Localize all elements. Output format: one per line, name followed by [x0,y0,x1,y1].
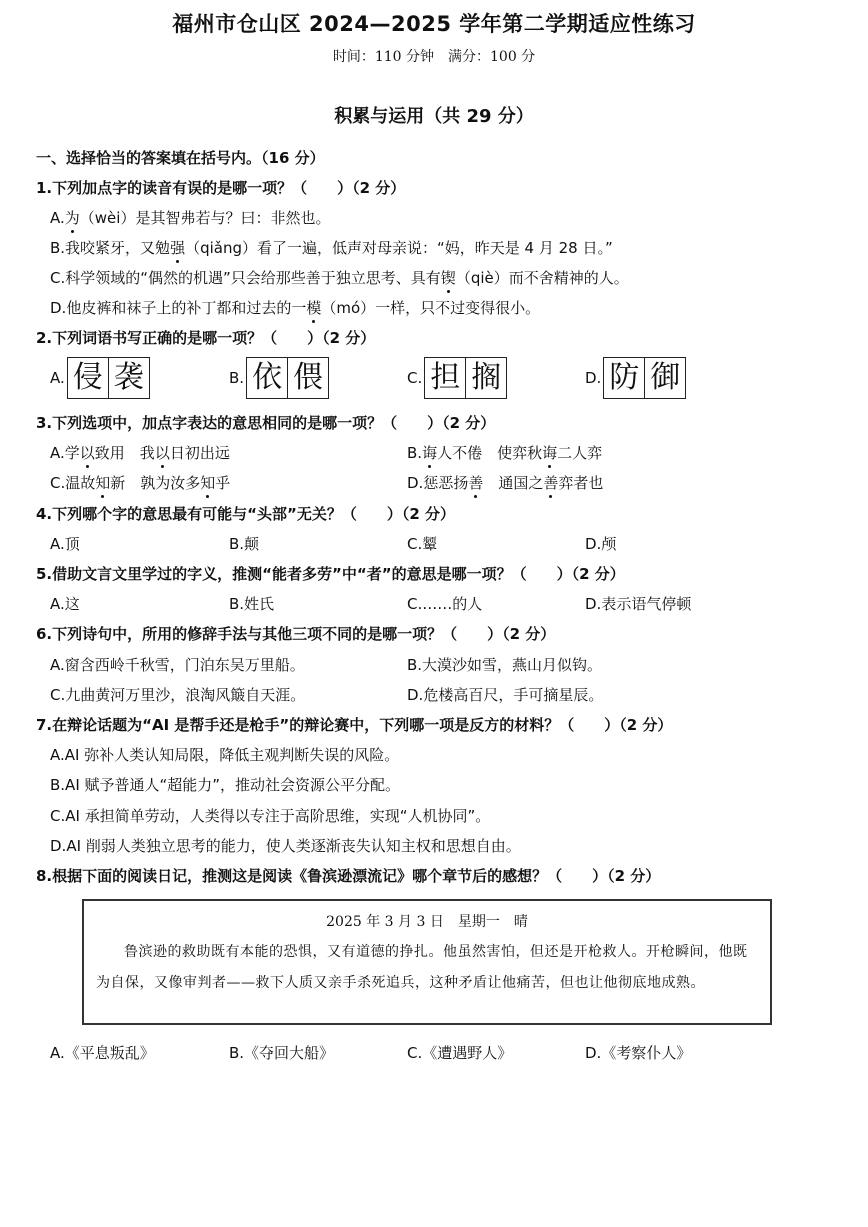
question-7-option-a: A.AI 弥补人类认知局限，降低主观判断失误的风险。 [50,746,400,764]
question-6-stem: 6.下列诗句中，所用的修辞手法与其他三项不同的是哪一项？（ ）（2 分） [36,625,556,643]
question-6-option-b: B.大漠沙如雪，燕山月似钩。 [407,656,603,674]
dotted-char: 善 [468,474,484,492]
question-4-option-a: A.顶 [50,535,80,553]
option-label: C. [407,369,423,387]
question-1-option-b [50,237,613,258]
question-1-option-d [50,297,540,318]
option-text: （qiè）而不舍精神的人。 [455,269,629,287]
option-label: A. [50,369,65,387]
box-char: 依 [252,360,283,395]
question-3-stem: 3.下列选项中，加点字表达的意思相同的是哪一项？（ ）（2 分） [36,414,496,432]
option-text: D.惩恶扬 [407,474,469,492]
question-8-option-b: B.《夺回大船》 [229,1044,335,1062]
dotted-char: 知 [95,474,111,492]
option-text: C.科学领域的“偶然的机遇”只会给那些善于独立思考、具有 [50,269,441,287]
option-text: D.他皮裤和袜子上的补丁都和过去的一 [50,299,307,317]
dotted-char: 知 [200,474,216,492]
option-text: （mó）一样，只不过变得很小。 [321,299,541,317]
box-char: 偎 [287,358,328,398]
option-text: B.我咬紧牙，又勉 [50,239,171,257]
question-2-stem: 2.下列词语书写正确的是哪一项？（ ）（2 分） [36,329,376,347]
question-7-option-b: B.AI 赋予普通人“超能力”，推动社会资源公平分配。 [50,776,401,794]
question-7-option-c: C.AI 承担简单劳动，人类得以专注于高阶思维，实现“人机协同”。 [50,807,491,825]
option-text: （wèi）是其智弗若与？曰：非然也。 [79,209,331,227]
dotted-char: 锲 [440,269,456,287]
option-text: B. [407,444,423,462]
question-7-stem: 7.在辩论话题为“AI 是帮手还是枪手”的辩论赛中，下列哪一项是反方的材料？（ ）（2 分） [36,716,673,734]
option-text: 弈者也 [558,474,604,492]
dotted-char: 强 [170,239,186,257]
question-1-stem: 1.下列加点字的读音有误的是哪一项？（ ）（2 分） [36,179,406,197]
question-8-option-c: C.《遭遇野人》 [407,1044,513,1062]
dotted-char: 以 [154,444,170,462]
option-text: 新 孰为汝多 [110,474,201,492]
dotted-char: 模 [306,299,322,317]
character-box [67,357,150,399]
question-5-stem: 5.借助文言文里学过的字义，推测“能者多劳”中“者”的意思是哪一项？（ ）（2 分） [36,565,625,583]
question-5-option-c: C.……的人 [407,595,483,613]
part-instruction: 一、选择恰当的答案填在括号内。（16 分） [36,149,325,167]
section-title: 积累与运用（共 29 分） [334,106,534,127]
option-label: D. [585,369,602,387]
option-text: 通国之 [483,474,544,492]
option-text: C.温故 [50,474,96,492]
question-8-option-a: A.《平息叛乱》 [50,1044,155,1062]
dotted-char: 以 [79,444,95,462]
question-4-option-b: B.颠 [229,535,260,553]
dotted-char: 诲 [542,444,558,462]
question-6-option-c: C.九曲黄河万里沙，浪淘风簸自天涯。 [50,686,306,704]
question-3-option-a [50,442,230,463]
question-3-option-b [407,442,602,463]
question-8-option-d: D.《考察仆人》 [585,1044,692,1062]
option-text: 二人弈 [557,444,603,462]
question-2-option-a [50,356,150,400]
question-6-option-a: A.窗含西岭千秋雪，门泊东吴万里船。 [50,656,305,674]
option-text: 日初出远 [169,444,230,462]
question-4-option-d: D.颅 [585,535,617,553]
diary-body: 鲁滨逊的救助既有本能的恐惧，又有道德的挣扎。他虽然害怕，但还是开枪救人。开枪瞬间，他既为自保，又像审判者——救下人质又亲手杀死追兵，这种矛盾让他痛苦，但也让他彻底地成熟。 [96,944,748,991]
option-label: B. [229,369,245,387]
exam-subtitle: 时间：110 分钟 满分：100 分 [332,49,536,65]
option-text: A. [50,209,65,227]
option-text: 乎 [215,474,231,492]
character-box [424,357,507,399]
question-5-option-b: B.姓氏 [229,595,275,613]
box-char: 御 [644,358,685,398]
question-1-option-a [50,207,330,228]
question-3-option-c [50,472,230,493]
option-text: （qiǎng）看了一遍，低声对母亲说：“妈，昨天是 4 月 28 日。” [185,239,613,257]
diary-date: 2025 年 3 月 3 日 星期一 晴 [326,914,528,930]
box-char: 搁 [465,358,506,398]
question-2-option-c [407,356,507,400]
box-char: 担 [430,360,461,395]
character-box [603,357,686,399]
box-char: 防 [609,360,640,395]
question-7-option-d: D.AI 削弱人类独立思考的能力，使人类逐渐丧失认知主权和思想自由。 [50,837,521,855]
exam-title: 福州市仓山区 2024—2025 学年第二学期适应性练习 [172,12,696,36]
question-2-option-b [229,356,329,400]
box-char: 袭 [108,358,149,398]
question-1-option-c [50,267,629,288]
question-2-option-d [585,356,686,400]
box-char: 侵 [72,360,103,395]
question-6-option-d: D.危楼高百尺，手可摘星辰。 [407,686,604,704]
question-4-option-c: C.颦 [407,535,438,553]
option-text: A.学 [50,444,80,462]
question-4-stem: 4.下列哪个字的意思最有可能与“头部”无关？（ ）（2 分） [36,505,456,523]
dotted-char: 为 [64,209,80,227]
option-text: 致用 我 [94,444,155,462]
reading-diary-box [82,899,772,1025]
option-text: 人不倦 使弈秋 [437,444,543,462]
question-5-option-d: D.表示语气停顿 [585,595,692,613]
character-box [246,357,329,399]
dotted-char: 诲 [422,444,438,462]
question-5-option-a: A.这 [50,595,80,613]
question-3-option-d [407,472,603,493]
dotted-char: 善 [543,474,559,492]
question-8-stem: 8.根据下面的阅读日记，推测这是阅读《鲁滨逊漂流记》哪个章节后的感想？（ ）（2 分） [36,867,661,885]
